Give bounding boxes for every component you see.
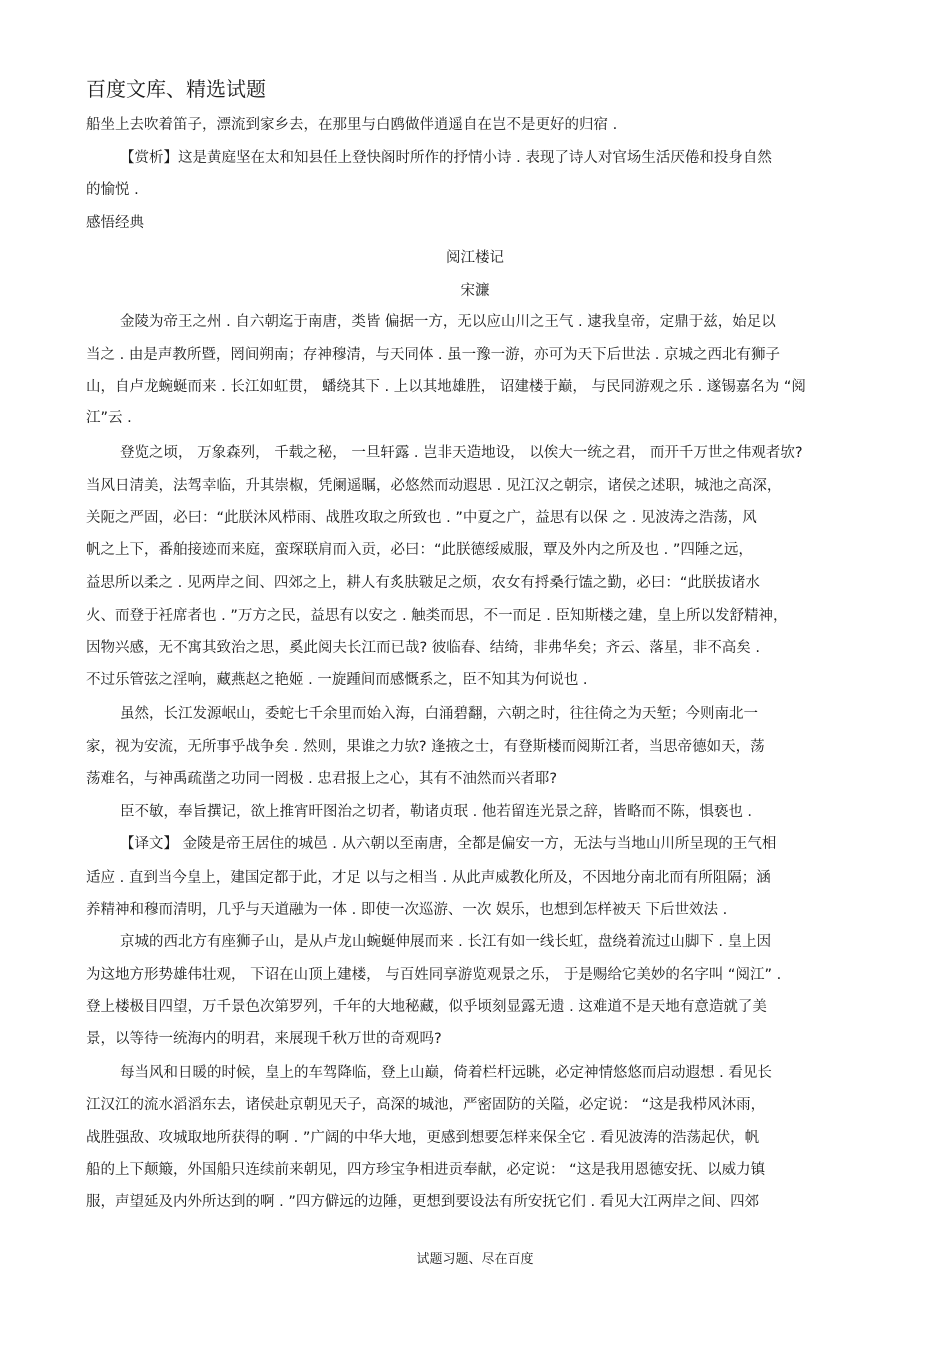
text-line: 关阨之严固，必曰：“此朕沐风栉雨、战胜攻取之所致也 . ”中夏之广，益思有以保 之 . 见波涛之浩荡，风 [86, 510, 757, 526]
text-line: 虽然，长江发源岷山，委蛇七千余里而始入海，白涌碧翻，六朝之时，往往倚之为天堑；今则南北一 [120, 706, 758, 722]
text-line: 适应 . 直到当今皇上，建国定都于此，才足 以与之相当 . 从此声威教化所及，不因地分南北而有所阻隔；涵 [86, 870, 771, 886]
text-line: 臣不敏，奉旨撰记，欲上推宵旰图治之切者，勒诸贞珉 . 他若留连光景之辞，皆略而不陈，惧亵也 . [120, 804, 753, 820]
text-line: 金陵为帝王之州 . 自六朝迄于南唐，类皆 偏据一方，无以应山川之王气 . 逮我皇帝，定鼎于兹，始足以 [120, 314, 776, 330]
text-line: 家，视为安流，无所事乎战争矣 . 然则，果谁之力欤? 逢掖之士，有登斯楼而阅斯江者，当思帝德如天，荡 [86, 739, 765, 755]
text-line: 当风日清美，法驾幸临，升其崇椒，凭阑遥瞩，必悠然而动遐思 . 见江汉之朝宗，诸侯之述职，城池之高深， [86, 478, 782, 494]
text-line: 当之 . 由是声教所暨，罔间朔南；存神穆清，与天同体 . 虽一豫一游，亦可为天下后世法 . 京城之西北有狮子 [86, 347, 780, 363]
essay-author: 宋濂 [460, 283, 490, 299]
text-line: 【赏析】这是黄庭坚在太和知县任上登快阁时所作的抒情小诗 . 表现了诗人对官场生活厌倦和投身自然 [120, 150, 772, 166]
text-line: 船的上下颠簸，外国船只连续前来朝见，四方珍宝争相进贡奉献，必定说： “这是我用恩德安抚、以威力镇 [86, 1162, 766, 1178]
text-line: 服，声望延及内外所达到的啊 . ”四方僻远的边陲，更想到要设法有所安抚它们 . 看见大江两岸之间、四郊 [86, 1194, 760, 1210]
page-footer: 试题习题、尽在百度 [416, 1252, 534, 1267]
section-heading: 感悟经典 [86, 215, 144, 231]
text-line: 帆之上下，番舶接迹而来庭，蛮琛联肩而入贡，必曰：“此朕德绥威服，覃及外内之所及也 . ”四陲之远， [86, 542, 753, 558]
text-line: 不过乐管弦之淫响，藏燕赵之艳姬 . 一旋踵间而感慨系之，臣不知其为何说也 . [86, 672, 588, 688]
text-line: 京城的西北方有座狮子山，是从卢龙山蜿蜒伸展而来 . 长江有如一线长虹，盘绕着流过山脚下 . 皇上因 [120, 934, 772, 950]
text-line: 荡难名，与神禹疏凿之功同一罔极 . 忠君报上之心，其有不油然而兴者耶? [86, 771, 558, 787]
text-line: 船坐上去吹着笛子，漂流到家乡去，在那里与白鸥做伴逍遥自在岂不是更好的归宿 . [86, 117, 618, 133]
text-line: 因物兴感，无不寓其致治之思，奚此阅夫长江而已哉? 彼临春、结绮，非弗华矣；齐云、落星，非不高矣 . [86, 640, 761, 656]
text-line: 山，自卢龙蜿蜒而来 . 长江如虹贯， 蟠绕其下 . 上以其地雄胜， 诏建楼于巅， 与民同游观之乐 . 遂锡嘉名为 “阅 [86, 379, 806, 395]
text-line: 登上楼极目四望，万千景色次第罗列，千年的大地秘藏，似乎顷刻显露无遗 . 这难道不是天地有意造就了美 [86, 999, 767, 1015]
page-header: 百度文库、精选试题 [86, 77, 266, 101]
text-line: 战胜强敌、攻城取地所获得的啊 . ”广阔的中华大地，更感到想要怎样来保全它 . 看见波涛的浩荡起伏，帆 [86, 1130, 760, 1146]
text-line: 益思所以柔之 . 见两岸之间、四郊之上，耕人有炙肤皲足之烦，农女有捋桑行馌之勤，必曰：“此朕拔诸水 [86, 575, 760, 591]
text-line: 江”云 . [86, 410, 132, 426]
text-line: 江汉江的流水滔滔东去，诸侯赴京朝见天子，高深的城池，严密固防的关隘，必定说： “这是我栉风沐雨， [86, 1097, 766, 1113]
text-line: 【译文】 金陵是帝王居住的城邑 . 从六朝以至南唐，全都是偏安一方，无法与当地山川所呈现的王气相 [120, 836, 777, 852]
text-line: 养精神和穆而清明，几乎与天道融为一体 . 即使一次巡游、一次 娱乐，也想到怎样被天 下后世效法 . [86, 902, 728, 918]
text-line: 为这地方形势雄伟壮观， 下诏在山顶上建楼， 与百姓同享游览观景之乐， 于是赐给它美妙的名字叫 “阅江” . [86, 967, 782, 983]
text-line: 登览之顷， 万象森列， 千载之秘， 一旦轩露 . 岂非天造地设， 以俟大一统之君， 而开千万世之伟观者欤? [120, 445, 803, 461]
essay-title: 阅江楼记 [446, 250, 504, 266]
text-line: 景，以等待一统海内的明君，来展现千秋万世的奇观吗? [86, 1031, 442, 1047]
text-line: 的愉悦 . [86, 182, 139, 198]
text-line: 每当风和日暖的时候，皇上的车驾降临，登上山巅，倚着栏杆远眺，必定神情悠悠而启动遐想 . 看见长 [120, 1065, 772, 1081]
text-line: 火、而登于衽席者也 . ”万方之民，益思有以安之 . 触类而思，不一而足 . 臣知斯楼之建，皇上所以发舒精神， [86, 608, 788, 624]
